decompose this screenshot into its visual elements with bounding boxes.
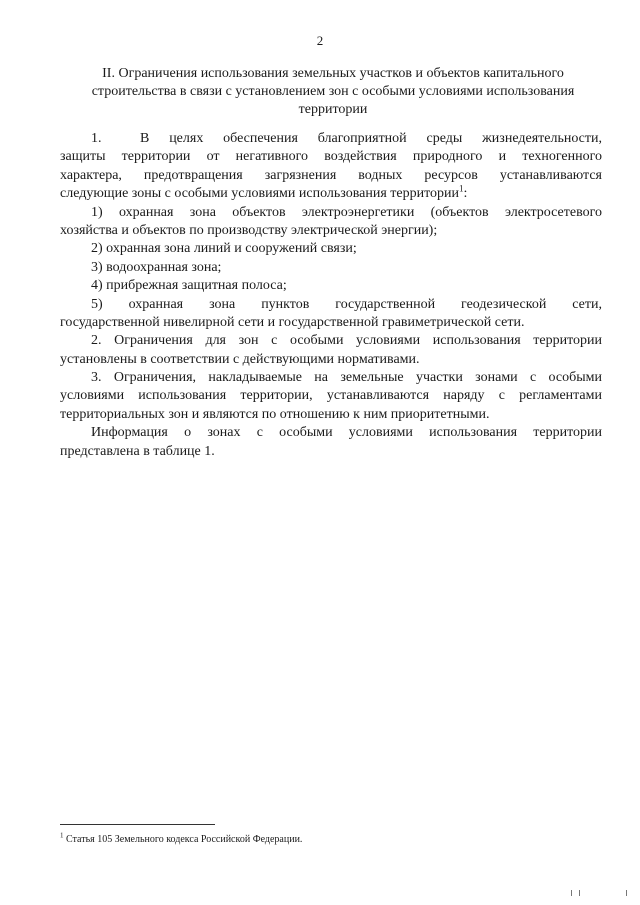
paragraph-2-line: установлены в соответствии с действующими нормативами.: [60, 351, 420, 367]
heading-line: территории: [298, 102, 368, 117]
page-number: 2: [316, 33, 324, 48]
section-heading: [78, 65, 588, 119]
scan-artifact: [626, 890, 627, 896]
paragraph-4-line: Информация о зонах с особыми условиями использования территории: [91, 425, 602, 441]
paragraph-1-line: характера, предотвращения загрязнения водных ресурсов устанавливаются: [60, 167, 602, 183]
paragraph-3-line: 3. Ограничения, накладываемые на земельные участки зонами с особыми: [91, 370, 602, 386]
footnote-text: Статья 105 Земельного кодекса Российской Федерации.: [66, 834, 303, 845]
paragraph-4-line: представлена в таблице 1.: [60, 443, 215, 459]
footnote-mark: 1: [60, 831, 64, 840]
paragraph-number: 1.: [91, 131, 102, 146]
paragraph-3-line: территориальных зон и являются по отношению к ним приоритетными.: [60, 406, 490, 422]
zone-item-3: 3) водоохранная зона;: [91, 259, 222, 275]
paragraph-2-line: 2. Ограничения для зон с особыми условиями использования территории: [91, 333, 602, 349]
footnote: [60, 831, 303, 845]
zone-item-5-cont: государственной нивелирной сети и государственной гравиметрической сети.: [60, 314, 525, 330]
zone-item-5: 5) охранная зона пунктов государственной геодезической сети,: [91, 296, 602, 312]
zone-item-1: 1) охранная зона объектов электроэнергетики (объектов электросетевого: [91, 204, 602, 220]
paragraph-1-line: следующие зоны с особыми условиями использования территории$^1$:: [60, 183, 468, 202]
paragraph-1-line: защиты территории от негативного воздействия природного и техногенного: [60, 149, 602, 165]
paragraph-1-line: 1. В целях обеспечения благоприятной среды жизнедеятельности,: [60, 130, 602, 148]
footnote-reference: 1: [459, 183, 464, 194]
zone-item-4: 4) прибрежная защитная полоса;: [91, 278, 287, 294]
scan-artifact: [571, 890, 572, 896]
footnote-separator: [60, 824, 215, 825]
zone-item-2: 2) охранная зона линий и сооружений связи;: [91, 241, 357, 257]
paragraph-3-line: условиями использования территории, устанавливаются наряду с регламентами: [60, 388, 602, 404]
document-body: [60, 130, 602, 461]
zone-item-1-cont: хозяйства и объектов по производству электрической энергии);: [60, 222, 438, 238]
scan-artifact: [579, 890, 580, 896]
heading-line: II. Ограничения использования земельных участков и объектов капитального: [102, 66, 564, 81]
heading-line: строительства в связи с установлением зон с особыми условиями использования: [91, 84, 575, 99]
